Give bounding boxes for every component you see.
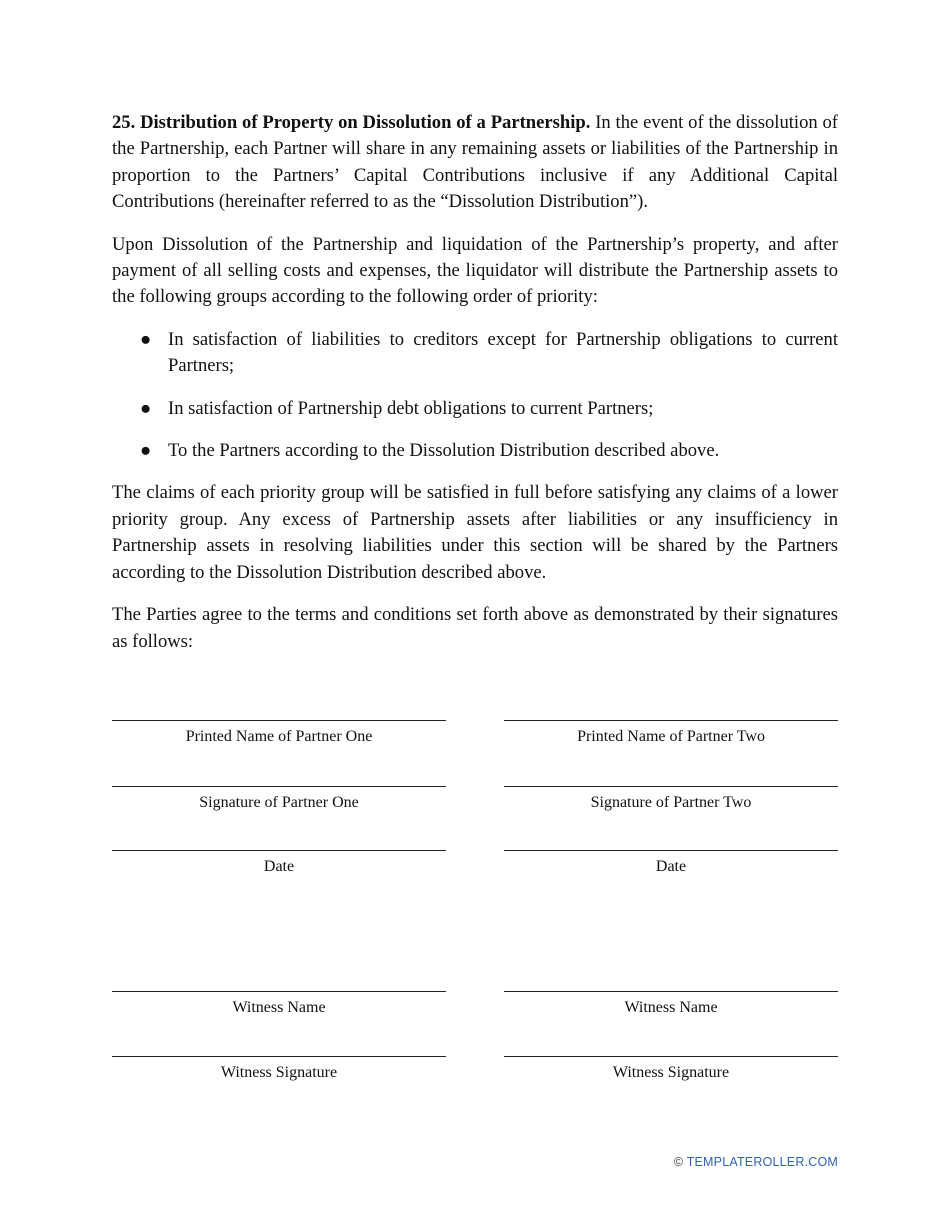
priority-claims-paragraph: The claims of each priority group will be satisfied in full before satisfying any claims of a lower priority group. Any excess of Partnership assets after liabilities or any insufficiency in Partnership assets in resolving liabilities under this section will be shared by the Partners according to the Dissolution Distribution described above. <box>112 482 838 583</box>
printed-name-field-partner-one[interactable] <box>112 720 446 747</box>
signature-line <box>504 720 838 721</box>
field-label: Printed Name of Partner One <box>185 728 373 745</box>
bullet-icon: ● <box>140 440 152 462</box>
signature-field-partner-two[interactable] <box>504 786 838 813</box>
signature-line <box>112 1056 446 1057</box>
list-item <box>112 327 838 380</box>
field-label: Date <box>655 858 687 875</box>
section-heading: 25. Distribution of Property on Dissolution of a Partnership. <box>112 112 591 133</box>
list-item-text: To the Partners according to the Dissolution Distribution described above. <box>168 440 720 462</box>
signature-line <box>504 850 838 851</box>
liquidation-paragraph: Upon Dissolution of the Partnership and liquidation of the Partnership’s property, and after payment of all selling costs and expenses, the liquidator will distribute the Partnership assets to the following groups according to the following order of priority: <box>112 233 838 308</box>
bullet-icon: ● <box>140 397 152 419</box>
signature-field-partner-one[interactable] <box>112 786 446 813</box>
footer-brand-link[interactable] <box>674 1155 838 1169</box>
section-intro-text: In the event of the dissolution of the Partnership, each Partner will share in any remaining assets or liabilities of the Partnership in proportion to the Partners’ Capital Contributions inclusive if any Additional Capital Contributions (hereinafter referred to as the “Dissolution Distribution”). <box>112 112 838 213</box>
field-label: Witness Name <box>624 999 718 1016</box>
printed-name-field-partner-two[interactable] <box>504 720 838 747</box>
date-field-partner-two[interactable] <box>504 850 838 877</box>
section-intro-paragraph <box>112 110 838 216</box>
witness-signature-field-left[interactable] <box>112 1056 446 1083</box>
signature-line <box>112 850 446 851</box>
bullet-icon: ● <box>140 328 152 350</box>
field-label: Witness Name <box>232 999 326 1016</box>
witness-signature-field-right[interactable] <box>504 1056 838 1083</box>
footer-brand: TEMPLATEROLLER.COM <box>686 1155 838 1169</box>
field-label: Signature of Partner Two <box>590 794 752 811</box>
signature-line <box>504 991 838 992</box>
list-item <box>112 396 838 422</box>
list-item-text: In satisfaction of Partnership debt obligations to current Partners; <box>168 397 654 419</box>
list-item-text: In satisfaction of liabilities to creditors except for Partnership obligations to current Partners; <box>168 328 838 377</box>
signature-line <box>112 786 446 787</box>
signature-line <box>504 1056 838 1057</box>
field-label: Signature of Partner One <box>199 794 359 811</box>
copyright-icon: © <box>673 1155 684 1169</box>
agreement-paragraph: The Parties agree to the terms and conditions set forth above as demonstrated by their signatures as follows: <box>112 604 838 652</box>
list-item <box>112 438 838 464</box>
signature-line <box>112 720 446 721</box>
signature-line <box>112 991 446 992</box>
priority-list <box>112 327 838 465</box>
field-label: Witness Signature <box>220 1064 338 1081</box>
date-field-partner-one[interactable] <box>112 850 446 877</box>
document-body <box>112 110 838 671</box>
field-label: Witness Signature <box>612 1064 730 1081</box>
signature-line <box>504 786 838 787</box>
field-label: Printed Name of Partner Two <box>577 728 765 745</box>
witness-name-field-left[interactable] <box>112 991 446 1018</box>
field-label: Date <box>263 858 295 875</box>
witness-name-field-right[interactable] <box>504 991 838 1018</box>
